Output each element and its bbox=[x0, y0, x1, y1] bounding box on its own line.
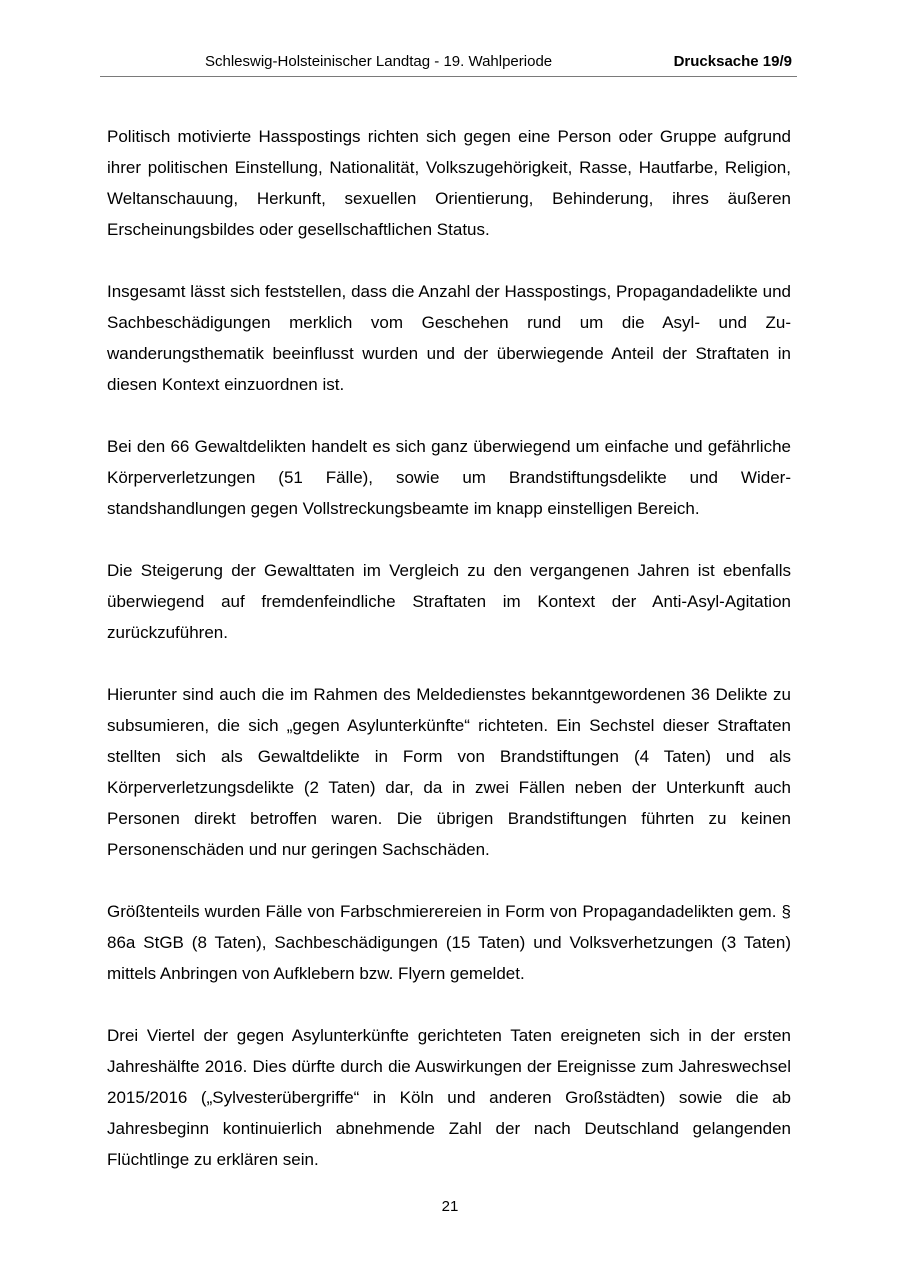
page-number: 21 bbox=[441, 1198, 459, 1215]
paragraph-increase-violence: Die Steigerung der Gewalttaten im Vergleich zu den vergangenen Jahren ist ebenfalls überwiegend auf fremdenfeindliche Straftaten im Kontext der Anti-Asyl-Agitation zurückzuführen. bbox=[107, 561, 791, 642]
page-header bbox=[100, 52, 797, 77]
paragraph-overall-assessment: Insgesamt lässt sich feststellen, dass die Anzahl der Hasspostings, Propagandadelikte und Sachbeschädigungen merklich vom Geschehen rund um die Asyl- und Zuwanderungsthematik beeinflusst wurden und der überwiegende Anteil der Straftaten in diesen Kontext einzuordnen ist. bbox=[107, 282, 791, 394]
paragraph-hate-postings-definition: Politisch motivierte Hasspostings richten sich gegen eine Person oder Gruppe aufgrund ihrer politischen Einstellung, Nationalität, Volkszugehörigkeit, Rasse, Hautfarbe, Religion, Weltanschauung, Herkunft, sexuellen Orientierung, Behinderung, ihres äußeren Erscheinungsbildes oder gesellschaftlichen Status. bbox=[107, 127, 791, 239]
paragraph-paint-graffiti: Größtenteils wurden Fälle von Farbschmierereien in Form von Propagandadelikten gem. § 86a StGB (8 Taten), Sachbeschädigungen (15 Taten) und Volksverhetzungen (3 Taten) mittels Anbringen von Aufklebern bzw. Flyern gemeldet. bbox=[107, 902, 791, 983]
paragraph-asylum-accommodation-offenses: Hierunter sind auch die im Rahmen des Meldedienstes bekanntgewordenen 36 Delikte zu subsumieren, die sich „gegen Asylunterkünfte“ richteten. Ein Sechstel dieser Straftaten stellten sich als Gewaltdelikte in Form von Brandstiftungen (4 Taten) und als Körperverletzungsdelikte (2 Taten) dar, da in zwei Fällen neben der Unterkunft auch Personen direkt betroffen waren. Die übrigen Brandstiftungen führten zu keinen Personenschäden und nur geringen Sachschäden. bbox=[107, 685, 791, 859]
header-title: Schleswig-Holsteinischer Landtag - 19. Wahlperiode bbox=[205, 53, 553, 70]
body-text bbox=[107, 121, 791, 1206]
paragraph-violent-offenses: Bei den 66 Gewaltdelikten handelt es sich ganz überwiegend um einfache und gefährliche Körperverletzungen (51 Fälle), sowie um Brandstiftungsdelikte und Widerstandshandlungen gegen Vollstreckungsbeamte im knapp einstelligen Bereich. bbox=[107, 437, 791, 518]
paragraph-first-half-2016: Drei Viertel der gegen Asylunterkünfte gerichteten Taten ereigneten sich in der ersten Jahreshälfte 2016. Dies dürfte durch die Auswirkungen der Ereignisse zum Jahreswechsel 2015/2016 („Sylvesterübergriffe“ in Köln und anderen Großstädten) sowie die ab Jahresbeginn kontinuierlich abnehmende Zahl der nach Deutschland gelangenden Flüchtlinge zu erklären sein. bbox=[107, 1026, 791, 1169]
document-number: Drucksache 19/9 bbox=[673, 53, 792, 70]
